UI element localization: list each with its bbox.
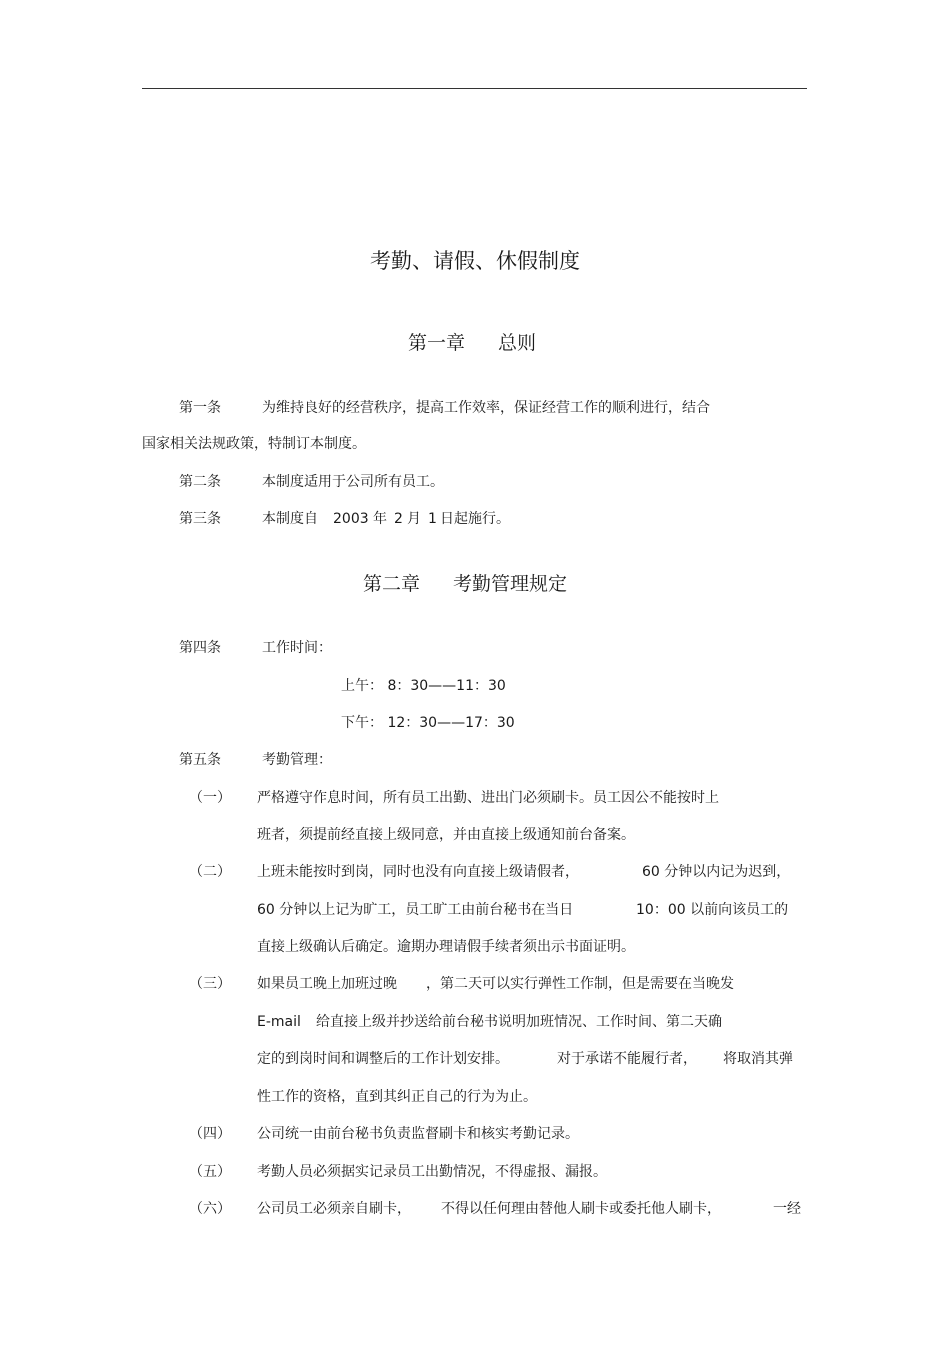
item5-number: （五） — [189, 1164, 231, 1180]
item3-number: （三） — [189, 976, 231, 992]
item3-line2b: 给直接上级并抄送给前台秘书说明加班情况、工作时间、第二天确 — [316, 1014, 722, 1030]
item2-line2b: 10：00 以前向该员工的 — [636, 902, 789, 918]
chapter2-number: 第二章 — [363, 573, 421, 595]
item2-number: （二） — [189, 864, 231, 880]
item1-number: （一） — [189, 790, 231, 806]
article3-month-unit: 月 — [407, 511, 421, 527]
article1-line1: 为维持良好的经营秩序，提高工作效率，保证经营工作的顺利进行，结合 — [262, 400, 710, 416]
item3-line4: 性工作的资格，直到其纠正自己的行为为止。 — [257, 1089, 537, 1105]
item2-line2a: 60 分钟以上记为旷工，员工旷工由前台秘书在当日 — [257, 902, 574, 918]
item6-text-c: 一经 — [773, 1201, 801, 1217]
article4-label: 第四条 — [179, 640, 221, 656]
item3-line2a: E-mail — [257, 1014, 301, 1030]
item3-line1b: ，第二天可以实行弹性工作制，但是需要在当晚发 — [426, 976, 734, 992]
item2-line3: 直接上级确认后确定。逾期办理请假手续者须出示书面证明。 — [257, 939, 635, 955]
article3-label: 第三条 — [179, 511, 221, 527]
item6-text-a: 公司员工必须亲自刷卡， — [257, 1201, 411, 1217]
item2-line1a: 上班未能按时到岗，同时也没有向直接上级请假者， — [257, 864, 579, 880]
article5-label: 第五条 — [179, 752, 221, 768]
item1-line2: 班者，须提前经直接上级同意，并由直接上级通知前台备案。 — [257, 827, 635, 843]
chapter1-number: 第一章 — [408, 332, 466, 354]
item3-line1a: 如果员工晚上加班过晚 — [257, 976, 397, 992]
document-title: 考勤、请假、休假制度 — [370, 249, 580, 273]
item4-text: 公司统一由前台秘书负责监督刷卡和核实考勤记录。 — [257, 1126, 579, 1142]
item4-number: （四） — [189, 1126, 231, 1142]
item2-line1b: 60 分钟以内记为迟到， — [642, 864, 791, 880]
article2-text: 本制度适用于公司所有员工。 — [262, 474, 444, 490]
article4-text: 工作时间： — [262, 640, 332, 656]
item3-line3c: 将取消其弹 — [723, 1051, 793, 1067]
article5-text: 考勤管理： — [262, 752, 332, 768]
article3-suffix: 日起施行。 — [440, 511, 510, 527]
article3-pre: 本制度自 — [262, 511, 318, 527]
chapter1-name: 总则 — [498, 332, 537, 354]
chapter2-name: 考勤管理规定 — [453, 573, 568, 595]
article1-label: 第一条 — [179, 400, 221, 416]
work-hours-pm: 下午： 12：30——17：30 — [341, 715, 515, 731]
work-hours-am: 上午： 8：30——11：30 — [341, 678, 506, 694]
article1-line2: 国家相关法规政策，特制订本制度。 — [142, 436, 366, 452]
item3-line3a: 定的到岗时间和调整后的工作计划安排。 — [257, 1051, 509, 1067]
item5-text: 考勤人员必须据实记录员工出勤情况，不得虚报、漏报。 — [257, 1164, 607, 1180]
item1-line1: 严格遵守作息时间，所有员工出勤、进出门必须刷卡。员工因公不能按时上 — [257, 790, 719, 806]
article3-year: 2003 — [333, 511, 369, 527]
article2-label: 第二条 — [179, 474, 221, 490]
article3-year-unit: 年 — [373, 511, 387, 527]
header-rule — [142, 88, 807, 89]
item3-line3b: 对于承诺不能履行者， — [557, 1051, 697, 1067]
item6-text-b: 不得以任何理由替他人刷卡或委托他人刷卡， — [441, 1201, 721, 1217]
item6-number: （六） — [189, 1201, 231, 1217]
article3-day: 1 — [428, 511, 437, 527]
article3-month: 2 — [394, 511, 403, 527]
